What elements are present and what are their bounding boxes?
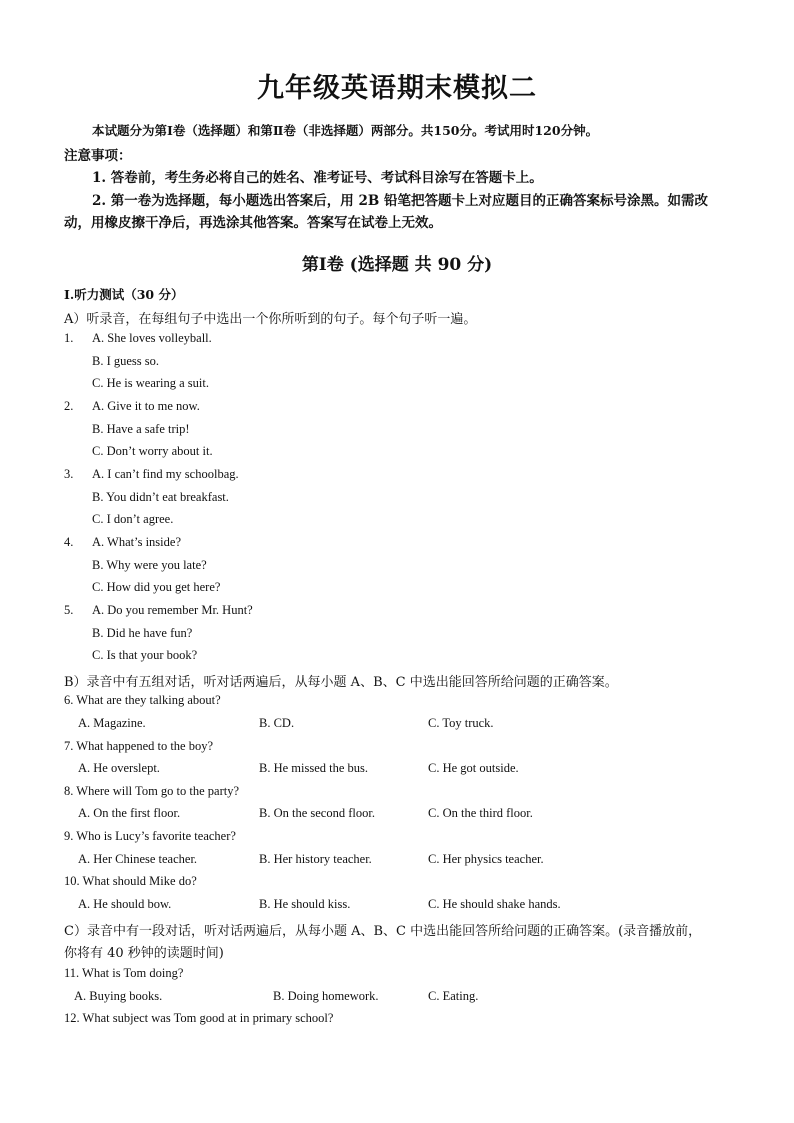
question-number: 1. [64,331,74,345]
option-c: C. Toy truck. [428,716,494,730]
question-text: 7. What happened to the boy? [64,739,214,753]
question-number: 5. [64,603,74,617]
option-c: C. He should shake hands. [428,897,561,911]
question-text: 8. Where will Tom go to the party? [64,784,240,798]
option-b: B. Her history teacher. [259,852,372,866]
option-b: B. On the second floor. [259,806,375,820]
partB-instruction: B）录音中有五组对话，听对话两遍后，从每小题 A、B、C 中选出能回答所给问题的正确答案。 [64,675,618,690]
partC-instruction-line1: C）录音中有一段对话，听对话两遍后，从每小题 A、B、C 中选出能回答所给问题的正确答案。(录音播放前， [64,924,702,939]
option-c: C. Is that your book? [92,648,198,662]
partC-instruction-line2: 你将有 40 秒钟的读题时间) [64,946,224,961]
notice-heading: 注意事项： [64,148,132,164]
option-a: A. Her Chinese teacher. [78,852,198,866]
option-a: A. Buying books. [74,989,163,1003]
exam-intro: 本试题分为第Ⅰ卷（选择题）和第Ⅱ卷（非选择题）两部分。共150分。考试用时120分钟。 [92,123,599,138]
question-text: 11. What is Tom doing? [64,966,184,980]
question-number: 4. [64,535,74,549]
option-a: A. Give it to me now. [92,399,200,413]
option-c: C. He got outside. [428,761,519,775]
part1-heading: Ⅰ.听力测试（30 分） [64,287,184,302]
question-text: 6. What are they talking about? [64,693,221,707]
option-c: C. Eating. [428,989,479,1003]
option-c: C. How did you get here? [92,580,221,594]
option-a: A. She loves volleyball. [92,331,212,345]
option-c: C. I don’t agree. [92,512,174,526]
partA-instruction: A）听录音，在每组句子中选出一个你所听到的句子。每个句子听一遍。 [64,312,477,327]
option-c: C. On the third floor. [428,806,533,820]
option-a: A. He overslept. [78,761,160,775]
section-title: 第Ⅰ卷 (选择题 共 90 分) [301,255,493,275]
option-b: B. He should kiss. [259,897,351,911]
option-c: C. He is wearing a suit. [92,376,209,390]
option-b: B. I guess so. [92,354,160,368]
page-title: 九年级英语期末模拟二 [257,73,537,104]
option-a: A. What’s inside? [92,535,181,549]
option-b: B. You didn’t eat breakfast. [92,490,229,504]
option-a: A. He should bow. [78,897,172,911]
option-b: B. Why were you late? [92,558,207,572]
option-b: B. He missed the bus. [259,761,369,775]
option-c: C. Her physics teacher. [428,852,544,866]
question-text: 9. Who is Lucy’s favorite teacher? [64,829,236,843]
question-number: 3. [64,467,74,481]
notice-item-2-line1: 2. 第一卷为选择题，每小题选出答案后，用 2B 铅笔把答题卡上对应题目的正确答案标号涂黑。如需改 [92,193,708,209]
option-a: A. Magazine. [78,716,146,730]
option-a: A. I can’t find my schoolbag. [92,467,239,481]
question-number: 2. [64,399,74,413]
question-text: 12. What subject was Tom good at in primary school? [64,1011,334,1025]
option-a: A. On the first floor. [78,806,181,820]
question-text: 10. What should Mike do? [64,874,197,888]
option-b: B. Did he have fun? [92,626,193,640]
option-b: B. Have a safe trip! [92,422,190,436]
option-c: C. Don’t worry about it. [92,444,213,458]
option-b: B. Doing homework. [273,989,379,1003]
option-a: A. Do you remember Mr. Hunt? [92,603,253,617]
option-b: B. CD. [259,716,295,730]
notice-item-1: 1. 答卷前，考生务必将自己的姓名、准考证号、考试科目涂写在答题卡上。 [92,170,543,186]
notice-item-2-line2: 动，用橡皮擦干净后，再选涂其他答案。答案写在试卷上无效。 [64,215,442,231]
